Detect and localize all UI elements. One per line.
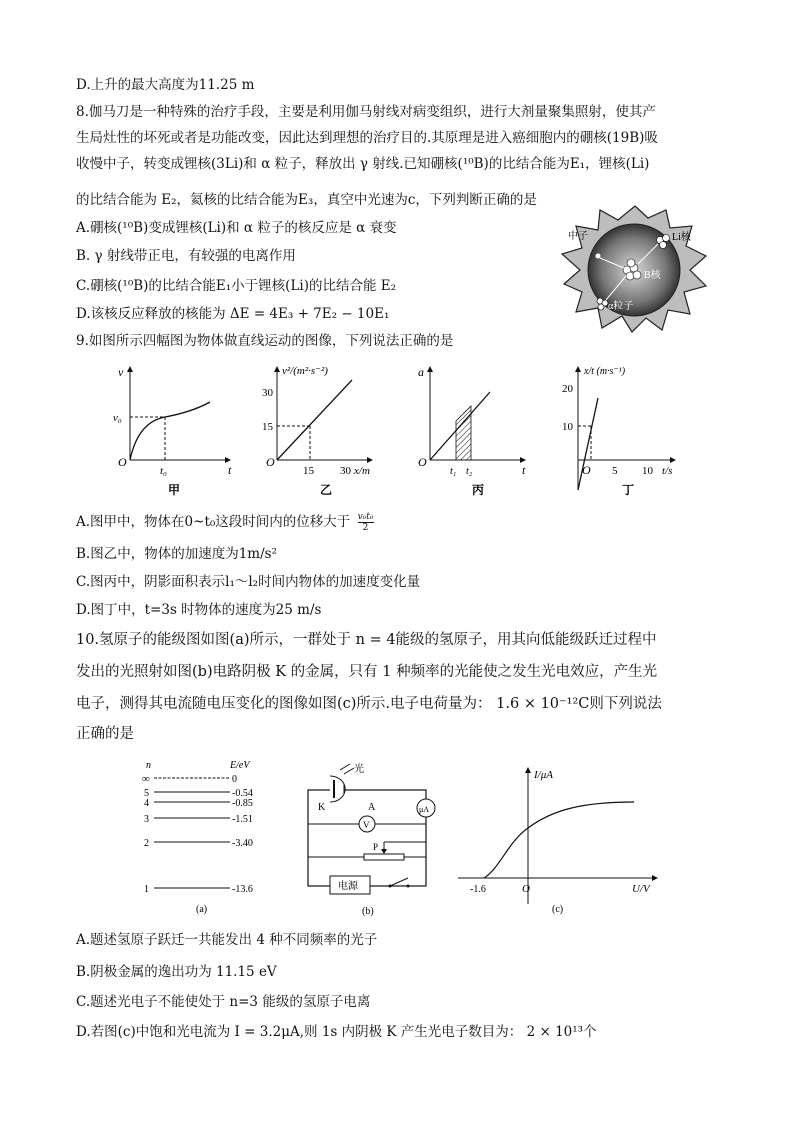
fig-a-caption: (a) [196, 904, 208, 915]
level-n: 3 [144, 814, 149, 825]
q8-stem-4: 的比结合能为 E₂，氦核的比结合能为E₃，真空中光速为c，下列判断正确的是 [76, 192, 537, 208]
q9-option-a [76, 512, 374, 533]
li-label: Li核 [672, 232, 691, 243]
q10-option-d: D.若图(c)中饱和光电流为 I = 3.2μA,则 1s 内阴极 K 产生光电子数目为： 2 × 10¹³个 [76, 1024, 597, 1040]
level-n: 1 [144, 884, 149, 895]
level-e: -1.51 [232, 814, 253, 825]
bing-shaded-area [456, 406, 471, 460]
power-label: 电源 [338, 881, 358, 892]
alpha-label: α粒子 [608, 301, 634, 312]
level-3 [144, 814, 253, 825]
graph-yi [262, 365, 372, 497]
bing-caption: 丙 [472, 483, 485, 497]
yi-o: O [266, 455, 275, 469]
ding-xlabel: t/s [662, 465, 673, 477]
fig-b-caption: (b) [362, 906, 374, 917]
motion-graphs [100, 362, 710, 502]
level-n: 5 [144, 788, 149, 799]
slider-label: P [373, 842, 379, 852]
q7-option-d: D.上升的最大高度为11.25 m [76, 77, 255, 93]
gamma-knife-cell-figure [560, 204, 710, 334]
q9-option-d: D.图丁中，t=3s 时物体的速度为25 m/s [76, 602, 322, 618]
rheostat [364, 854, 404, 860]
q10-stem-1: 10.氢原子的能级图如图(a)所示，一群处于 n = 4能级的氢原子，用其向低能级跃迁过程中 [76, 632, 657, 648]
neutron-icon [596, 254, 601, 259]
q9-option-c: C.图丙中，阴影面积表示l₁～l₂时间内物体的加速度变化量 [76, 574, 421, 590]
yi-y30: 30 [262, 387, 273, 399]
bing-o: O [418, 455, 427, 469]
level-e: -0.54 [232, 788, 253, 799]
jia-curve [130, 402, 210, 460]
ding-y10: 10 [562, 421, 573, 433]
level-e: -13.6 [232, 884, 253, 895]
q8-option-b: B. γ 射线带正电，有较强的电离作用 [76, 248, 296, 264]
ding-caption: 丁 [622, 483, 635, 497]
jia-t: t [228, 463, 232, 477]
q10-stem-2: 发出的光照射如图(b)电路阴极 K 的金属，只有 1 种频率的光能使之发生光电效应，产生光 [76, 664, 658, 680]
yi-x15: 15 [303, 465, 314, 477]
ding-ylabel: x/t (m·s⁻¹) [584, 366, 626, 377]
yi-x30: 30 [340, 465, 351, 477]
iu-curve [484, 802, 634, 878]
photo-tube [330, 764, 354, 802]
q8-stem-1: 8.伽马刀是一种特殊的治疗手段，主要是利用伽马射线对病变组织，进行大剂量聚集照射，使其产 [76, 104, 656, 120]
q9-option-a-text: A.图甲中，物体在0~t₀这段时间内的位移大于 [76, 514, 351, 530]
level-inf [142, 773, 237, 785]
q10-option-c: C.题述光电子不能使处于 n=3 能级的氢原子电离 [76, 994, 371, 1010]
level-n: 4 [144, 798, 149, 809]
q10-stem-4: 正确的是 [76, 726, 134, 742]
fig-a-e-header: E/eV [230, 760, 250, 771]
bing-t2: t₂ [466, 466, 473, 477]
graph-bing [418, 365, 526, 497]
ding-y20: 20 [562, 383, 573, 395]
yi-y15: 15 [262, 421, 273, 433]
level-n: ∞ [142, 773, 150, 785]
level-n: 2 [144, 838, 149, 849]
jia-v0: v₀ [113, 412, 122, 424]
jia-t0: t₀ [160, 465, 167, 477]
bing-t1: t₁ [450, 466, 457, 477]
q10-option-a: A.题述氢原子跃迁一共能发出 4 种不同频率的光子 [76, 932, 378, 948]
q8-stem-2: 生局灶性的坏死或者是功能改变，因此达到理想的治疗目的.其原理是进入癌细胞内的硼核(19B)吸 [76, 130, 658, 146]
level-4 [144, 798, 253, 809]
q8-option-d: D.该核反应释放的核能为 ΔE = 4E₃ + 7E₂ − 10E₁ [76, 306, 390, 322]
current-voltage-graph [452, 764, 662, 918]
bing-ylabel: a [418, 365, 424, 379]
fig-c-ylabel: I/μA [534, 769, 553, 781]
graph-ding [562, 366, 675, 497]
light-label: 光 [354, 764, 364, 775]
neutron-label: 中子 [568, 231, 588, 242]
microammeter-label: μA [419, 805, 430, 814]
cathode-label: K [318, 802, 326, 813]
q9-option-a-fraction [358, 512, 374, 533]
bing-t: t [522, 463, 526, 477]
jia-o: O [118, 455, 127, 469]
anode-label: A [368, 802, 376, 813]
level-e: -0.85 [232, 798, 253, 809]
yi-ylabel: v²/(m²·s⁻²) [282, 365, 328, 377]
b-label: B核 [644, 270, 661, 281]
ding-x10: 10 [642, 465, 653, 477]
q9-stem: 9.如图所示四幅图为物体做直线运动的图像，下列说法正确的是 [76, 333, 454, 349]
ding-x5: 5 [612, 465, 618, 477]
yi-caption: 乙 [320, 483, 333, 497]
ding-o: O [582, 463, 591, 477]
fig-a-n-header: n [146, 760, 151, 771]
energy-level-diagram [140, 758, 280, 918]
fig-c-caption: (c) [552, 904, 564, 915]
fig-c-xlabel: U/V [632, 883, 650, 895]
q10-option-b: B.阴极金属的逸出功为 11.15 eV [76, 964, 277, 980]
fig-c-x0: -1.6 [470, 884, 486, 895]
level-e: -3.40 [232, 838, 253, 849]
photoelectric-circuit [300, 762, 445, 918]
fraction-denominator: 2 [362, 523, 369, 533]
q8-option-c: C.硼核(¹⁰B)的比结合能E₁小于锂核(Li)的比结合能 E₂ [76, 278, 397, 294]
q8-option-a: A.硼核(¹⁰B)变成锂核(Li)和 α 粒子的核反应是 α 衰变 [76, 220, 397, 236]
switch-icon [390, 878, 408, 886]
q8-stem-3: 收慢中子，转变成锂核(3Li)和 α 粒子，释放出 γ 射线.已知硼核(¹⁰B)的比结合能为E₁，锂核(Li) [76, 156, 650, 172]
level-2 [144, 838, 253, 849]
q9-option-b: B.图乙中，物体的加速度为1m/s² [76, 546, 277, 562]
fig-c-origin: O [522, 883, 530, 895]
yi-xlabel: x/m [354, 465, 370, 477]
q10-stem-3: 电子，测得其电流随电压变化的图像如图(c)所示.电子电荷量为： 1.6 × 10⁻¹²C则下列说法 [76, 696, 662, 712]
level-e: 0 [232, 774, 237, 785]
fraction-numerator: v₀t₀ [357, 512, 374, 522]
jia-caption: 甲 [168, 483, 181, 497]
graph-jia [113, 365, 232, 497]
jia-ylabel: v [118, 365, 124, 379]
yi-line [277, 380, 352, 460]
voltmeter-label: V [363, 820, 370, 830]
level-1 [144, 884, 253, 895]
